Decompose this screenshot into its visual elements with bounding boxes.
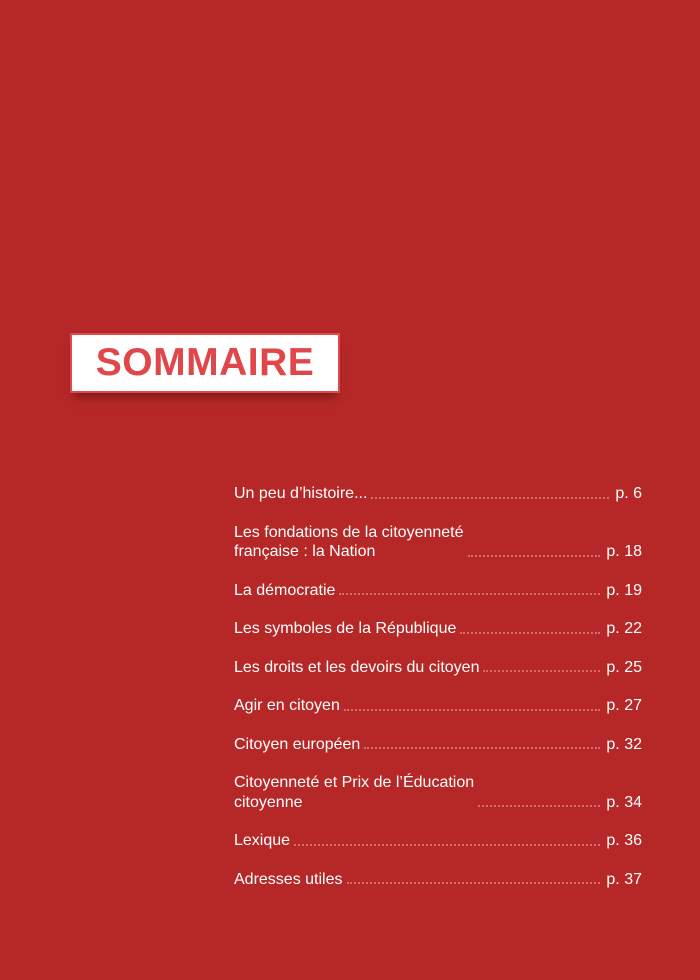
toc-entry-page: p. 6 [615,485,642,502]
toc-entry-label: Un peu d’histoire... [234,485,368,502]
toc-entry-page: p. 18 [606,543,642,560]
toc-entry-label: Citoyenneté et Prix de l’Éducation citoyenne [234,774,475,811]
toc-entry-label: Lexique [234,832,291,849]
toc-entry-label: Citoyen européen [234,735,361,753]
dot-leader [483,670,600,672]
toc-entry[interactable] [234,696,642,716]
toc-entry[interactable] [234,773,642,812]
toc-entry[interactable] [234,581,642,601]
title-banner [70,333,340,393]
toc-entry-label: Adresses utiles [234,870,343,888]
toc-entry-page: p. 34 [606,793,642,811]
toc-entry[interactable] [234,831,642,851]
toc-entry-page: p. 22 [606,620,642,637]
toc-entry-label: Les symboles de la République [234,620,457,637]
dot-leader [364,747,600,749]
toc-entry-label: Les fondations de la citoyenneté française : la Nation [234,523,464,560]
dot-leader [478,805,600,807]
dot-leader [347,882,601,884]
dot-leader [460,632,600,634]
toc-entry-page: p. 32 [606,735,642,753]
toc-entry-page: p. 25 [606,658,642,676]
toc-entry[interactable] [234,658,642,678]
toc-entry[interactable] [234,870,642,890]
dot-leader [344,709,601,711]
dot-leader [468,555,601,557]
toc-entry[interactable] [234,523,642,562]
toc-entry-page: p. 19 [606,581,642,599]
toc-entry-page: p. 36 [606,832,642,849]
toc-entry-label: La démocratie [234,581,336,599]
toc-entry-label: Agir en citoyen [234,697,340,714]
dot-leader [294,844,600,846]
table-of-contents [234,484,642,908]
dot-leader [339,593,600,595]
toc-entry[interactable] [234,619,642,639]
toc-entry[interactable] [234,735,642,755]
toc-entry-page: p. 37 [606,870,642,888]
toc-entry[interactable] [234,484,642,504]
dot-leader [371,497,609,499]
toc-entry-label: Les droits et les devoirs du citoyen [234,658,480,676]
toc-entry-page: p. 27 [606,697,642,714]
page-title: SOMMAIRE [95,341,315,384]
